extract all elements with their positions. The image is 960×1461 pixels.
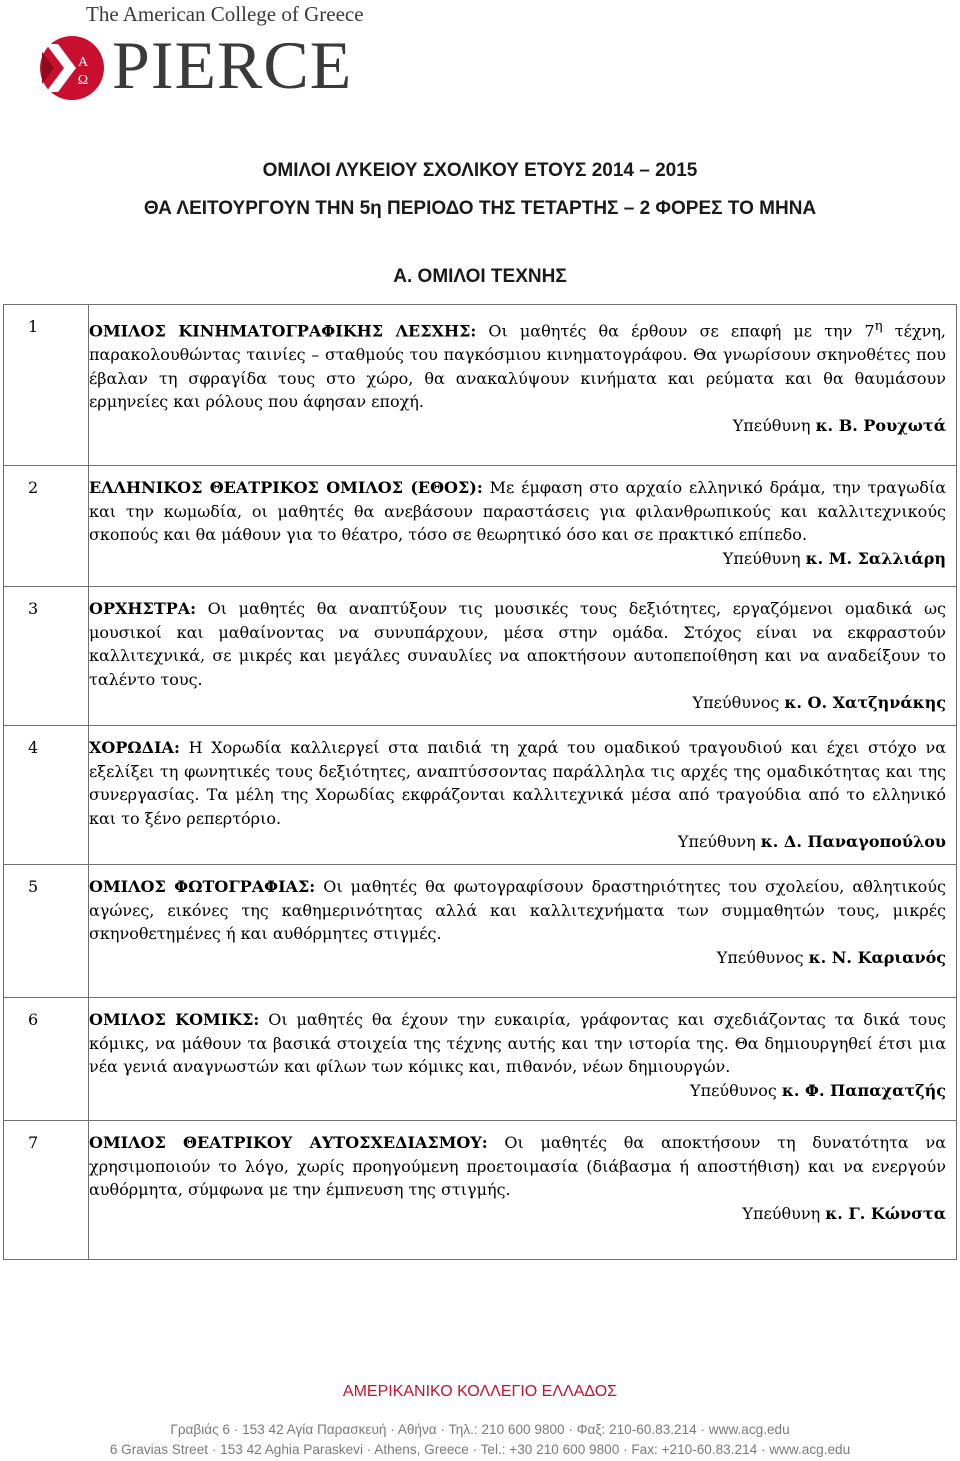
club-description <box>89 305 957 466</box>
club-number: 6 <box>4 997 89 1120</box>
document-subtitle: ΘΑ ΛΕΙΤΟΥΡΓΟΥΝ ΤΗΝ 5η ΠΕΡΙΟΔΟ ΤΗΣ ΤΕΤΑΡΤΗΣ – 2 ΦΟΡΕΣ ΤΟ ΜΗΝΑ <box>143 198 817 219</box>
ordinal-superscript: η <box>874 319 883 334</box>
club-text: Οι μαθητές θα έχουν την ευκαιρία, γράφοντας και σχεδιάζοντας τα δικά τους κόμικς, να μάθουν τα βασικά στοιχεία της τέχνης αυτής και την ιστορία της. Θα δημιουργηθεί έτσι μια νέα γενιά αναγνωστών και φίλων των κόμικς και, πιθανόν, νέων δημιουργών. <box>89 1009 946 1077</box>
responsible-teacher <box>89 830 946 854</box>
club-description <box>89 466 957 587</box>
responsible-label: Υπεύθυνος <box>690 1080 777 1100</box>
club-number: 4 <box>4 725 89 864</box>
section-heading: Α. ΟΜΙΛΟΙ ΤΕΧΝΗΣ <box>393 266 567 287</box>
table-row <box>4 587 957 726</box>
responsible-name: κ. Β. Ρουχωτά <box>815 415 946 435</box>
club-number: 1 <box>4 305 89 466</box>
responsible-name: κ. Ο. Χατζηνάκης <box>784 693 946 713</box>
responsible-teacher <box>89 414 946 438</box>
footer-college-name: ΑΜΕΡΙΚΑΝΙΚΟ ΚΟΛΛΕΓΙΟ ΕΛΛΑΔΟΣ <box>342 1383 618 1400</box>
document-title: ΟΜΙΛΟΙ ΛΥΚΕΙΟΥ ΣΧΟΛΙΚΟΥ ΕΤΟΥΣ 2014 – 2015 <box>262 160 698 181</box>
responsible-name: κ. Δ. Παναγοπούλου <box>760 832 946 852</box>
responsible-label: Υπεύθυνη <box>677 832 756 852</box>
responsible-label: Υπεύθυνος <box>716 947 804 967</box>
club-description <box>89 997 957 1120</box>
club-description <box>89 864 957 997</box>
responsible-label: Υπεύθυνη <box>742 1203 821 1223</box>
club-number: 7 <box>4 1120 89 1259</box>
club-name: ΟΜΙΛΟΣ ΚΙΝΗΜΑΤΟΓΡΑΦΙΚΗΣ ΛΕΣΧΗΣ: <box>89 321 477 341</box>
responsible-teacher <box>89 1202 946 1226</box>
table-row <box>4 305 957 466</box>
club-name: ΟΜΙΛΟΣ ΦΩΤΟΓΡΑΦΙΑΣ: <box>89 876 316 896</box>
responsible-name: κ. Φ. Παπαχατζής <box>781 1080 946 1100</box>
responsible-teacher <box>89 691 946 715</box>
club-text: Οι μαθητές θα αποκτήσουν τη δυνατότητα να χρησιμοποιούν το λόγο, χωρίς προηγούμενη προετοιμασία (διάβασμα ή αποστήθιση) και να ενεργούν αυθόρμητα, σύμφωνα με την έμπνευση της στιγμής. <box>89 1132 946 1200</box>
club-number: 2 <box>4 466 89 587</box>
table-row <box>4 997 957 1120</box>
responsible-teacher <box>89 1079 946 1103</box>
table-row <box>4 466 957 587</box>
club-name: ΟΡΧΗΣΤΡΑ: <box>89 599 197 618</box>
responsible-name: κ. Γ. Κώνστα <box>825 1203 946 1223</box>
table-row <box>4 725 957 864</box>
club-text: Οι μαθητές θα έρθουν σε επαφή με την 7 <box>476 321 875 341</box>
table-row <box>4 864 957 997</box>
club-text: Η Χορωδία καλλιεργεί στα παιδιά τη χαρά του ομαδικού τραγουδιού και έχει στόχο να εξελίξει τη φωνητικές τους δεξιότητες, αναπτύσσοντας παράλληλα τις αρχές της ομαδικότητας και της συνεργασίας. Τα μέλη της Χορωδίας εκφράζονται καλλιτεχνικά μέσα από τραγούδια από το ελληνικό και το ξένο ρεπερτόριο. <box>89 737 946 828</box>
club-text: Οι μαθητές θα φωτογραφίσουν δραστηριότητες του σχολείου, αθλητικούς αγώνες, εικόνες της καθημερινότητας αλλά και καλλιτεχνήματα των συμμαθητών τους, μικρές σκηνοθετημένες ή και αυθόρμητες στιγμές. <box>89 876 946 944</box>
club-number: 3 <box>4 587 89 726</box>
pierce-logo <box>38 0 364 110</box>
club-name: ΕΛΛΗΝΙΚΟΣ ΘΕΑΤΡΙΚΟΣ ΟΜΙΛΟΣ (ΕΘΟΣ): <box>89 478 483 497</box>
club-name: ΟΜΙΛΟΣ ΘΕΑΤΡΙΚΟΥ ΑΥΤΟΣΧΕΔΙΑΣΜΟΥ: <box>89 1132 488 1152</box>
responsible-teacher <box>89 946 946 970</box>
responsible-label: Υπεύθυνη <box>722 548 801 568</box>
club-description <box>89 1120 957 1259</box>
footer-address-greek: Γραβιάς 6 · 153 42 Αγία Παρασκευή · Αθήνα · Τηλ.: 210 600 9800 · Φαξ: 210-60.83.214 · www.acg.edu <box>170 1422 790 1437</box>
club-description <box>89 587 957 726</box>
club-text: Με έμφαση στο αρχαίο ελληνικό δράμα, την τραγωδία και την κωμωδία, οι μαθητές θα ανεβάσουν παραστάσεις για φιλανθρωπικούς και καλλιτεχνικούς σκοπούς και θα μάθουν για το θέατρο, τόσο σε θεωρητικό όσο και σε πρακτικό επίπεδο. <box>89 478 946 545</box>
club-name: ΧΟΡΩΔΙΑ: <box>89 737 180 757</box>
responsible-label: Υπεύθυνη <box>732 415 811 435</box>
club-text: Οι μαθητές θα αναπτύξουν τις μουσικές τους δεξιότητες, εργαζόμενοι ομαδικά ως μουσικοί και μαθαίνοντας να συνυπάρχουν, μέσα στην ομάδα. Στόχος είναι να εκφραστούν καλλιτεχνικά, σε μικρές και μεγάλες συναυλίες να αποκτήσουν αυτοπεποίθηση και να αναδείξουν το ταλέντο τους. <box>89 599 946 689</box>
table-row <box>4 1120 957 1259</box>
club-description <box>89 725 957 864</box>
responsible-name: κ. Ν. Καριανός <box>808 947 946 967</box>
club-text-continued: τέχνη, παρακολουθώντας ταινίες – σταθμούς του παγκόσμιου κινηματογράφου. Θα γνωρίσουν σκηνοθέτες που έβαλαν τη σφραγίδα τους στο χώρο, θα ανακαλύψουν κινήματα και ρεύματα και θα θαυμάσουν ερμηνείες και ρόλους που άφησαν εποχή. <box>89 321 946 412</box>
college-name: The American College of Greece <box>86 2 364 26</box>
emblem-omega: Ω <box>77 73 89 88</box>
pierce-wordmark: PIERCE <box>112 27 353 103</box>
club-name: ΟΜΙΛΟΣ ΚΟΜΙΚΣ: <box>89 1009 260 1029</box>
clubs-table <box>3 304 957 1260</box>
club-number: 5 <box>4 864 89 997</box>
responsible-teacher <box>89 547 946 571</box>
emblem-alpha: A <box>77 55 89 70</box>
acg-emblem-icon <box>38 34 106 102</box>
footer-address-english: 6 Gravias Street · 153 42 Aghia Paraskevi · Athens, Greece · Tel.: +30 210 600 9800 · Fax: +210-60.83.214 · www.acg.edu <box>109 1442 851 1457</box>
responsible-label: Υπεύθυνος <box>692 693 780 713</box>
responsible-name: κ. Μ. Σαλλιάρη <box>805 548 946 568</box>
